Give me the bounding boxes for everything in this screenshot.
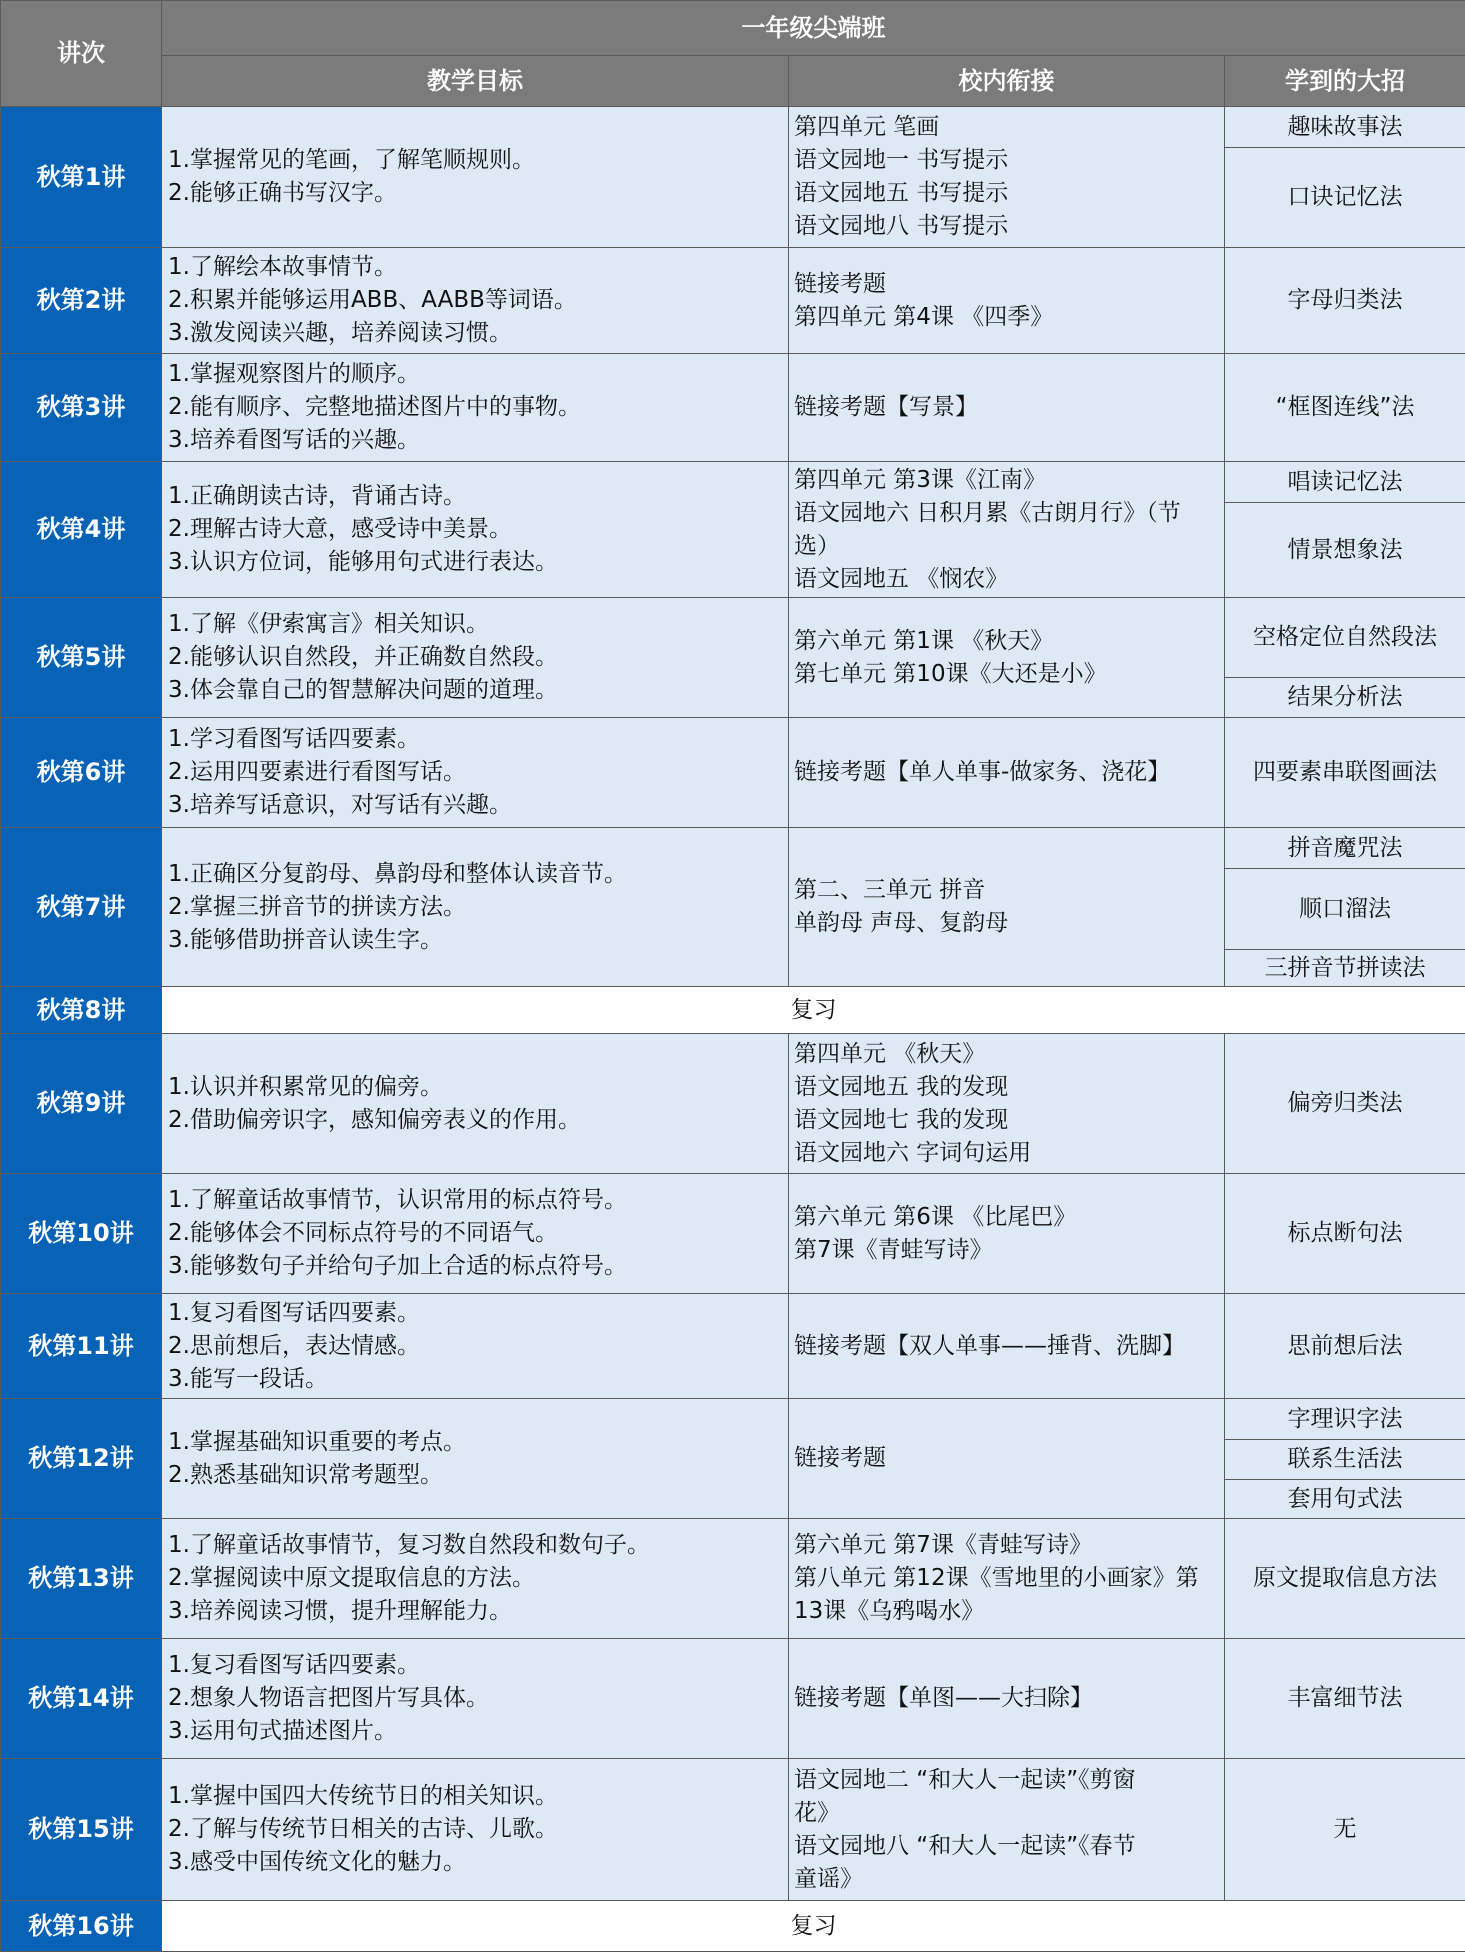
lecture-cell: 秋第9讲 [1,1034,162,1174]
lecture-cell: 秋第15讲 [1,1759,162,1901]
school-link-line: 第四单元 第3课《江南》 [794,466,1046,493]
goals-cell [162,598,789,718]
goal-line: 1.了解《伊索寓言》相关知识。 [168,611,489,637]
method-cell: 唱读记忆法 [1225,462,1465,503]
method-cell: 原文提取信息方法 [1225,1519,1465,1639]
goal-line: 3.认识方位词，能够用句式进行表达。 [168,549,558,575]
goal-line: 2.能够正确书写汉字。 [168,180,397,206]
goals-cell [162,1294,789,1399]
method-cell: 思前想后法 [1225,1294,1465,1399]
goal-line: 1.正确区分复韵母、鼻韵母和整体认读音节。 [168,860,627,887]
method-cell: 套用句式法 [1225,1480,1465,1519]
table-row [1,1639,1465,1759]
goal-line: 3.培养阅读习惯，提升理解能力。 [168,1598,512,1624]
school-link-cell [789,598,1225,718]
school-link-line: 第六单元 第6课 《比尾巴》 [794,1203,1077,1230]
goal-line: 3.能写一段话。 [168,1365,328,1392]
school-link-cell [789,1639,1225,1759]
lecture-cell: 秋第14讲 [1,1639,162,1759]
lecture-cell: 秋第2讲 [1,248,162,354]
school-link-line: 13课《乌鸦喝水》 [794,1598,985,1624]
method-cell: 无 [1225,1759,1465,1901]
school-link-line: 单韵母 声母、复韵母 [794,910,1009,936]
header-class-title: 一年级尖端班 [162,1,1465,56]
school-link-cell [789,1174,1225,1294]
goal-line: 2.理解古诗大意，感受诗中美景。 [168,516,512,542]
goal-line: 1.掌握常见的笔画，了解笔顺规则。 [168,147,535,173]
school-link-line: 语文园地五 我的发现 [794,1073,1009,1100]
table-row [1,1034,1465,1174]
header-lecture: 讲次 [1,1,162,107]
goal-line: 1.了解绘本故事情节。 [168,254,397,280]
goals-cell [162,1399,789,1519]
school-link-line: 链接考题【单图——大扫除】 [794,1685,1093,1711]
goals-cell [162,1519,789,1639]
method-cell: 口诀记忆法 [1225,148,1465,248]
goals-cell [162,1174,789,1294]
school-link-line: 语文园地五 书写提示 [794,180,1009,206]
goal-line: 2.运用四要素进行看图写话。 [168,759,466,785]
goals-cell [162,718,789,828]
school-link-line: 第七单元 第10课《大还是小》 [794,660,1107,687]
table-row [1,718,1465,828]
school-link-line: 第六单元 第1课 《秋天》 [794,627,1054,654]
review-cell: 复习 [162,1901,1465,1952]
school-link-line: 语文园地八 “和大人一起读”《春节 [794,1832,1136,1859]
method-cell: 四要素串联图画法 [1225,718,1465,828]
method-cell: 字母归类法 [1225,248,1465,354]
table-row [1,1294,1465,1399]
table-row [1,1174,1465,1294]
lecture-cell: 秋第1讲 [1,107,162,248]
table-row [1,1399,1465,1440]
goal-line: 3.感受中国传统文化的魅力。 [168,1849,466,1875]
goals-cell [162,1759,789,1901]
method-cell: “框图连线”法 [1225,354,1465,462]
goal-line: 1.掌握基础知识重要的考点。 [168,1428,466,1455]
method-cell: 标点断句法 [1225,1174,1465,1294]
goals-cell [162,107,789,248]
goal-line: 1.了解童话故事情节，复习数自然段和数句子。 [168,1532,650,1558]
lecture-cell: 秋第16讲 [1,1901,162,1952]
school-link-cell [789,1519,1225,1639]
school-link-line: 选） [794,532,840,559]
goal-line: 2.能够体会不同标点符号的不同语气。 [168,1220,558,1246]
school-link-line: 语文园地二 “和大人一起读”《剪窗 [794,1766,1136,1793]
goal-line: 1.复习看图写话四要素。 [168,1299,420,1326]
lecture-cell: 秋第7讲 [1,828,162,987]
method-cell: 结果分析法 [1225,678,1465,718]
goal-line: 1.认识并积累常见的偏旁。 [168,1073,443,1100]
school-link-line: 链接考题【单人单事-做家务、浇花】 [794,759,1171,785]
school-link-line: 语文园地一 书写提示 [794,147,1009,173]
goal-line: 2.借助偏旁识字，感知偏旁表义的作用。 [168,1106,581,1133]
lecture-cell: 秋第6讲 [1,718,162,828]
goals-cell [162,828,789,987]
table-row [1,354,1465,462]
goal-line: 3.运用句式描述图片。 [168,1718,397,1744]
goal-line: 2.想象人物语言把图片写具体。 [168,1685,489,1711]
goal-line: 2.积累并能够运用ABB、AABB等词语。 [168,287,577,313]
lecture-cell: 秋第4讲 [1,462,162,598]
table-row [1,1901,1465,1952]
school-link-line: 语文园地八 书写提示 [794,213,1009,239]
review-cell: 复习 [162,987,1465,1034]
goal-line: 1.学习看图写话四要素。 [168,726,420,752]
goal-line: 2.熟悉基础知识常考题型。 [168,1461,443,1488]
goal-line: 2.能有顺序、完整地描述图片中的事物。 [168,394,581,420]
school-link-line: 链接考题 [794,1445,886,1471]
table-row [1,1759,1465,1901]
goal-line: 2.能够认识自然段，并正确数自然段。 [168,644,558,670]
lecture-cell: 秋第10讲 [1,1174,162,1294]
school-link-line: 链接考题【写景】 [794,394,978,420]
goal-line: 2.了解与传统节日相关的古诗、儿歌。 [168,1816,558,1842]
school-link-line: 语文园地五 《悯农》 [794,565,1009,592]
table-row [1,1519,1465,1639]
school-link-cell [789,718,1225,828]
method-cell: 空格定位自然段法 [1225,598,1465,678]
table-row [1,828,1465,869]
school-link-line: 第八单元 第12课《雪地里的小画家》第 [794,1565,1199,1591]
goal-line: 3.培养写话意识，对写话有兴趣。 [168,792,512,818]
method-cell: 丰富细节法 [1225,1639,1465,1759]
school-link-cell [789,1399,1225,1519]
school-link-line: 链接考题【双人单事——捶背、洗脚】 [794,1332,1185,1359]
school-link-cell [789,1759,1225,1901]
goals-cell [162,248,789,354]
school-link-line: 第四单元 笔画 [794,114,940,140]
goal-line: 3.能够借助拼音认读生字。 [168,926,443,953]
school-link-line: 链接考题 [794,270,886,297]
goal-line: 3.激发阅读兴趣，培养阅读习惯。 [168,320,512,346]
goals-cell [162,354,789,462]
goal-line: 3.体会靠自己的智慧解决问题的道理。 [168,677,558,703]
method-cell: 字理识字法 [1225,1399,1465,1440]
goals-cell [162,1639,789,1759]
school-link-cell [789,1034,1225,1174]
goal-line: 1.正确朗读古诗，背诵古诗。 [168,483,466,509]
school-link-cell [789,1294,1225,1399]
school-link-cell [789,828,1225,987]
header-goals: 教学目标 [162,56,789,107]
header-methods: 学到的大招 [1225,56,1465,107]
goal-line: 1.了解童话故事情节，认识常用的标点符号。 [168,1187,627,1213]
goal-line: 2.掌握阅读中原文提取信息的方法。 [168,1565,535,1591]
method-cell: 联系生活法 [1225,1440,1465,1480]
lecture-cell: 秋第3讲 [1,354,162,462]
school-link-line: 第7课《青蛙写诗》 [794,1236,993,1263]
table-row [1,598,1465,678]
goal-line: 1.掌握中国四大传统节日的相关知识。 [168,1783,558,1809]
lecture-cell: 秋第11讲 [1,1294,162,1399]
school-link-line: 第四单元 第4课 《四季》 [794,303,1054,330]
lecture-cell: 秋第12讲 [1,1399,162,1519]
table-row [1,462,1465,503]
table-row [1,107,1465,148]
header-school-link: 校内衔接 [789,56,1225,107]
school-link-line: 语文园地六 日积月累《古朗月行》（节 [794,499,1181,526]
goal-line: 1.掌握观察图片的顺序。 [168,361,420,387]
method-cell: 三拼音节拼读法 [1225,950,1465,987]
school-link-line: 语文园地六 字词句运用 [794,1139,1032,1166]
lecture-cell: 秋第5讲 [1,598,162,718]
goal-line: 3.能够数句子并给句子加上合适的标点符号。 [168,1253,627,1279]
method-cell: 偏旁归类法 [1225,1034,1465,1174]
lecture-cell: 秋第13讲 [1,1519,162,1639]
school-link-line: 童谣》 [794,1865,863,1892]
school-link-line: 第六单元 第7课《青蛙写诗》 [794,1532,1092,1558]
school-link-cell [789,107,1225,248]
school-link-cell [789,462,1225,598]
lecture-cell: 秋第8讲 [1,987,162,1034]
table-row [1,987,1465,1034]
goal-line: 3.培养看图写话的兴趣。 [168,427,420,453]
school-link-line: 花》 [794,1799,840,1826]
goal-line: 2.思前想后，表达情感。 [168,1332,420,1359]
school-link-cell [789,354,1225,462]
method-cell: 趣味故事法 [1225,107,1465,148]
method-cell: 顺口溜法 [1225,869,1465,950]
method-cell: 情景想象法 [1225,503,1465,598]
goal-line: 2.掌握三拼音节的拼读方法。 [168,893,466,920]
school-link-cell [789,248,1225,354]
school-link-line: 第四单元 《秋天》 [794,1040,986,1067]
method-cell: 拼音魔咒法 [1225,828,1465,869]
table-row [1,248,1465,354]
goals-cell [162,462,789,598]
goals-cell [162,1034,789,1174]
school-link-line: 语文园地七 我的发现 [794,1106,1009,1133]
goal-line: 1.复习看图写话四要素。 [168,1652,420,1678]
table-body [1,107,1465,1952]
school-link-line: 第二、三单元 拼音 [794,877,986,903]
